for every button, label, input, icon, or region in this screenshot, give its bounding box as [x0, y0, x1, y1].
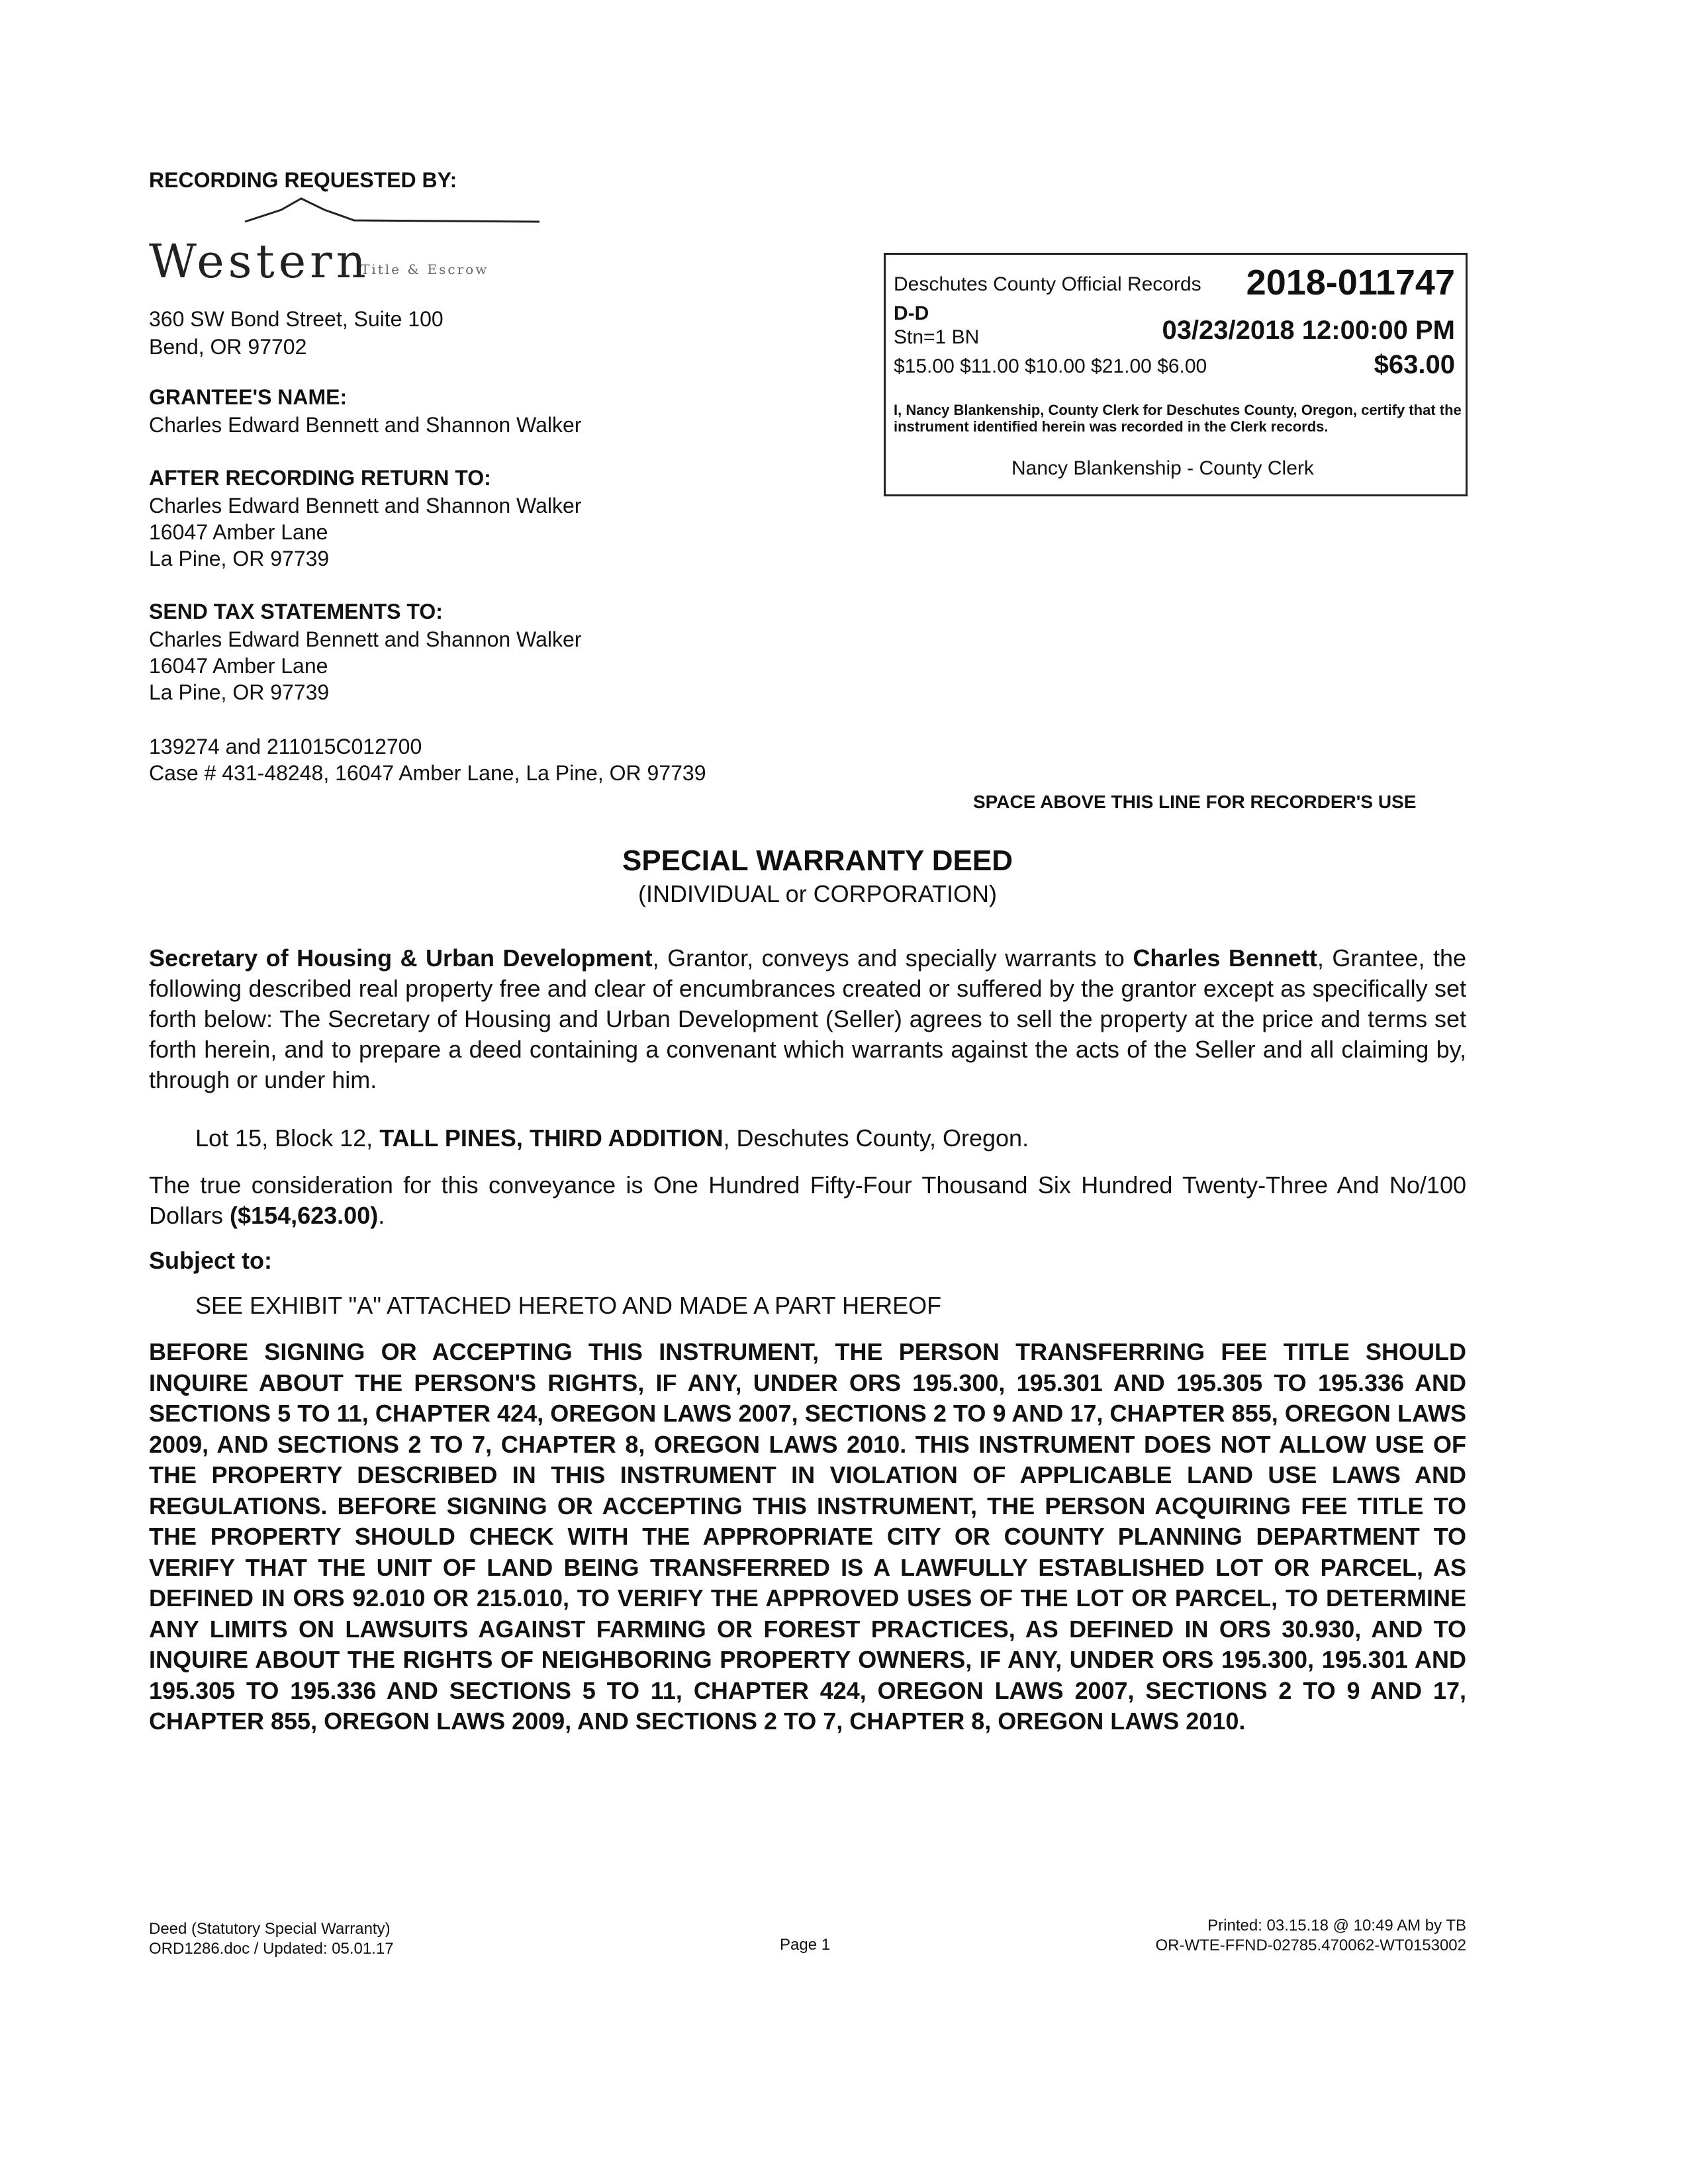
- exhibit-reference: SEE EXHIBIT "A" ATTACHED HERETO AND MADE A PART HEREOF: [195, 1292, 942, 1319]
- consideration-amount: ($154,623.00): [230, 1202, 379, 1229]
- space-above-line-note: SPACE ABOVE THIS LINE FOR RECORDER'S USE: [973, 792, 1417, 812]
- deed-title: SPECIAL WARRANTY DEED: [622, 844, 1013, 877]
- company-address-line2: Bend, OR 97702: [149, 335, 307, 359]
- subject-to-label: Subject to:: [149, 1247, 272, 1274]
- granting-text-2: , Grantee, the following described real property free and clear of encumbrances created or suffered by the grantor except as specifically set forth below: The Secretary of Housing and Urban Development (Seller) agrees to sell the property at the price and terms set forth herein, and to prepare a deed containing a convenant which warrants against the acts of the Seller and all claiming by, through or under him.: [149, 944, 1466, 1093]
- tax-statements-street: 16047 Amber Lane: [149, 654, 328, 678]
- consideration-end: .: [378, 1202, 385, 1229]
- consideration-text: The true consideration for this conveyance is One Hundred Fifty-Four Thousand Six Hundred Twenty-Three And No/100 Dollars: [149, 1171, 1466, 1229]
- return-to-city: La Pine, OR 97739: [149, 547, 330, 570]
- return-to-name: Charles Edward Bennett and Shannon Walker: [149, 494, 582, 518]
- footer-printed: Printed: 03.15.18 @ 10:49 AM by TB: [1207, 1917, 1466, 1934]
- footer-form-name: Deed (Statutory Special Warranty): [149, 1920, 391, 1938]
- deed-subtitle: (INDIVIDUAL or CORPORATION): [637, 880, 998, 907]
- grantee-label: GRANTEE'S NAME:: [149, 385, 348, 409]
- doc-type: D-D: [894, 302, 929, 324]
- footer-page-number: Page 1: [780, 1936, 831, 1954]
- record-number: 2018-011747: [1246, 263, 1455, 302]
- legal-description: [195, 1123, 1029, 1154]
- recorder-stamp-box: [884, 253, 1468, 496]
- fee-total: $63.00: [1374, 350, 1455, 379]
- parcel-ids: 139274 and 211015C012700: [149, 735, 422, 758]
- granting-text-1: , Grantor, conveys and specially warrants to: [652, 944, 1133, 972]
- granting-clause: [149, 943, 1466, 1095]
- recorder-office: Deschutes County Official Records: [894, 273, 1201, 295]
- recorded-datetime: 03/23/2018 12:00:00 PM: [1162, 316, 1455, 345]
- legal-prefix: Lot 15, Block 12,: [195, 1124, 380, 1152]
- recording-requested-by-label: RECORDING REQUESTED BY:: [149, 168, 457, 192]
- footer-form-file: ORD1286.doc / Updated: 05.01.17: [149, 1940, 394, 1958]
- clerk-signature: Nancy Blankenship - County Clerk: [1011, 457, 1314, 479]
- grantee-short-name: Charles Bennett: [1133, 944, 1317, 972]
- mountain-logo-icon: [242, 195, 546, 235]
- footer-order-number: OR-WTE-FFND-02785.470062-WT0153002: [1155, 1936, 1466, 1954]
- logo-wordmark: Western: [149, 234, 370, 289]
- tax-statements-city: La Pine, OR 97739: [149, 680, 330, 704]
- company-address-line1: 360 SW Bond Street, Suite 100: [149, 307, 444, 331]
- station: Stn=1 BN: [894, 326, 980, 348]
- case-line: Case # 431-48248, 16047 Amber Lane, La Pine, OR 97739: [149, 761, 706, 785]
- logo-tagline: Title & Escrow: [361, 261, 489, 277]
- legal-suffix: , Deschutes County, Oregon.: [723, 1124, 1029, 1152]
- fee-list: $15.00 $11.00 $10.00 $21.00 $6.00: [894, 355, 1207, 377]
- clerk-certification: I, Nancy Blankenship, County Clerk for Deschutes County, Oregon, certify that the instrument identified herein was recorded in the Clerk records.: [894, 402, 1462, 435]
- legal-subdivision: TALL PINES, THIRD ADDITION: [379, 1124, 724, 1152]
- return-to-label: AFTER RECORDING RETURN TO:: [149, 466, 491, 490]
- company-logo: [149, 189, 546, 295]
- statutory-warning: BEFORE SIGNING OR ACCEPTING THIS INSTRUMENT, THE PERSON TRANSFERRING FEE TITLE SHOULD INQUIRE ABOUT THE PERSON'S RIGHTS, IF ANY, UNDER ORS 195.300, 195.301 AND 195.305 TO 195.336 AND SECTIONS 5 TO 11, CHAPTER 424, OREGON LAWS 2007, SECTIONS 2 TO 9 AND 17, CHAPTER 855, OREGON LAWS 2009, AND SECTIONS 2 TO 7, CHAPTER 8, OREGON LAWS 2010. THIS INSTRUMENT DOES NOT ALLOW USE OF THE PROPERTY DESCRIBED IN THIS INSTRUMENT IN VIOLATION OF APPLICABLE LAND USE LAWS AND REGULATIONS. BEFORE SIGNING OR ACCEPTING THIS INSTRUMENT, THE PERSON ACQUIRING FEE TITLE TO THE PROPERTY SHOULD CHECK WITH THE APPROPRIATE CITY OR COUNTY PLANNING DEPARTMENT TO VERIFY THAT THE UNIT OF LAND BEING TRANSFERRED IS A LAWFULLY ESTABLISHED LOT OR PARCEL, AS DEFINED IN ORS 92.010 OR 215.010, TO VERIFY THE APPROVED USES OF THE LOT OR PARCEL, TO DETERMINE ANY LIMITS ON LAWSUITS AGAINST FARMING OR FOREST PRACTICES, AS DEFINED IN ORS 30.930, AND TO INQUIRE ABOUT THE RIGHTS OF NEIGHBORING PROPERTY OWNERS, IF ANY, UNDER ORS 195.300, 195.301 AND 195.305 TO 195.336 AND SECTIONS 5 TO 11, CHAPTER 424, OREGON LAWS 2007, SECTIONS 2 TO 9 AND 17, CHAPTER 855, OREGON LAWS 2009, AND SECTIONS 2 TO 7, CHAPTER 8, OREGON LAWS 2010.: [149, 1338, 1466, 1735]
- grantee-name: Charles Edward Bennett and Shannon Walker: [149, 413, 582, 437]
- grantor-name: Secretary of Housing & Urban Development: [149, 944, 653, 972]
- return-to-street: 16047 Amber Lane: [149, 520, 328, 544]
- tax-statements-name: Charles Edward Bennett and Shannon Walker: [149, 627, 582, 651]
- tax-statements-label: SEND TAX STATEMENTS TO:: [149, 600, 443, 623]
- consideration-clause: [149, 1170, 1466, 1231]
